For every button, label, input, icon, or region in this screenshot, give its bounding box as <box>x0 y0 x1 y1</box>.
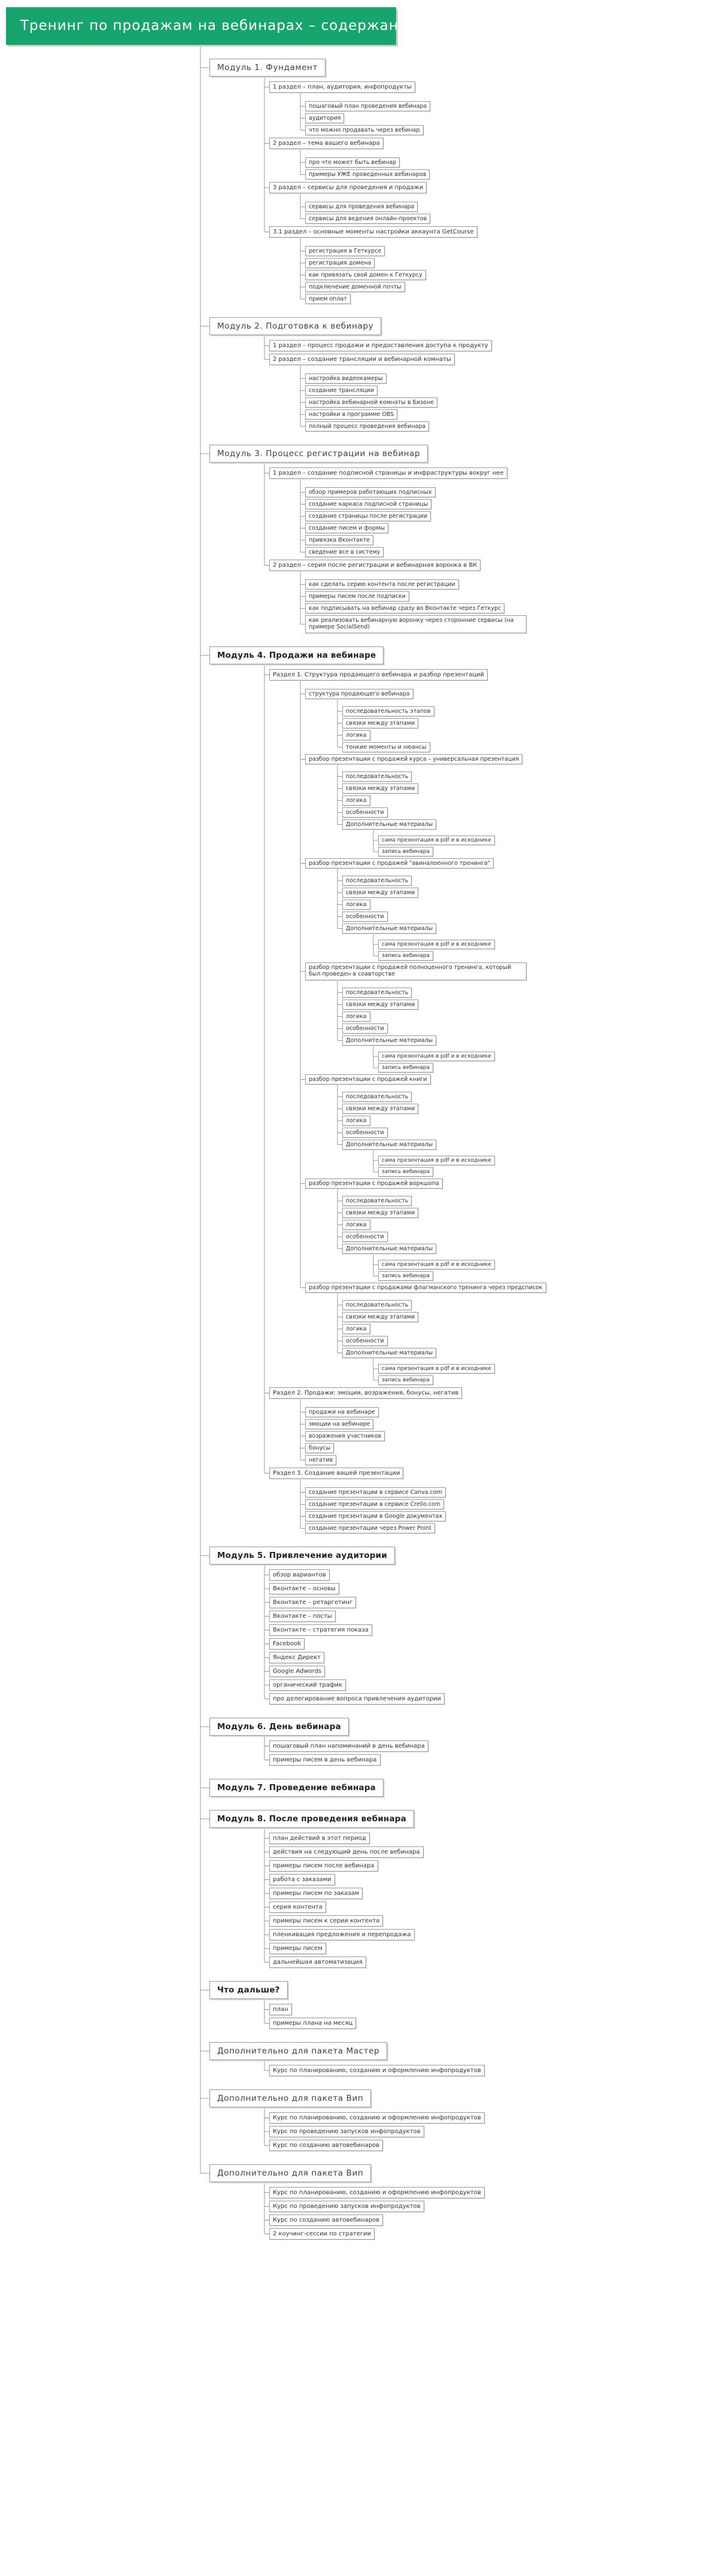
topic-node-l3[interactable]: как сделать серию контента после регистрации <box>305 579 459 590</box>
module-node[interactable]: Дополнительно для пакета Вип <box>209 2089 371 2107</box>
topic-node-l3[interactable]: сервисы для проведения вебинара <box>305 202 418 212</box>
topic-node-l2[interactable]: Курс по созданию автовебинаров <box>269 2140 383 2151</box>
module-node[interactable]: Что дальше? <box>209 1981 288 1999</box>
topic-node-l4[interactable]: логика <box>342 1220 370 1230</box>
topic-node-l3[interactable]: пошаговый план проведения вебинара <box>305 101 430 111</box>
topic-node-l3[interactable]: сведение все в систему <box>305 547 384 557</box>
module-node[interactable]: Дополнительно для пакета Мастер <box>209 2042 387 2060</box>
topic-node-l4[interactable]: последовательность <box>342 1196 412 1206</box>
topic-node-l5[interactable]: запись вебинара <box>378 1063 433 1073</box>
topic-node-l2[interactable]: Вконтакте – стратегия показа <box>269 1624 372 1636</box>
topic-node-l3[interactable]: как подписывать на вебинар сразу во Вконтакте через Геткурс <box>305 603 504 613</box>
module-node[interactable]: Модуль 1. Фундамент <box>209 59 325 77</box>
topic-node-l3[interactable]: прием оплат <box>305 294 351 304</box>
topic-node-l4[interactable]: последовательность <box>342 1300 412 1310</box>
topic-node-l4[interactable]: последовательность <box>342 1092 412 1102</box>
topic-node-l2[interactable]: органический трафик <box>269 1679 346 1691</box>
topic-node-l5[interactable]: запись вебинара <box>378 847 433 856</box>
topic-node-l3[interactable]: разбор презентации с продажей воркшопа <box>305 1178 443 1189</box>
topic-node-l5[interactable]: запись вебинара <box>378 1271 433 1281</box>
module-node[interactable]: Модуль 3. Процесс регистрации на вебинар <box>209 445 428 463</box>
topic-node-l2[interactable]: 2 коучинг-сессии по стратегии <box>269 2228 375 2240</box>
topic-node-l2[interactable]: Вконтакте – посты <box>269 1611 336 1622</box>
topic-node-l4[interactable]: особенности <box>342 1023 388 1034</box>
topic-node-l3[interactable]: настройка вебинарной комнаты в Бизоне <box>305 397 437 408</box>
topic-node-l3[interactable]: что можно продавать через вебинар <box>305 125 424 135</box>
topic-node-l2[interactable]: дальнейшая автоматизация <box>269 1957 366 1968</box>
topic-node-l3[interactable]: создание презентации в Google документах <box>305 1511 446 1521</box>
topic-node-l2[interactable]: примеры писем к серии контента <box>269 1915 383 1927</box>
topic-node-l2[interactable]: Вконтакте – ретаргетинг <box>269 1597 356 1608</box>
topic-node-l4[interactable]: связки между этапами <box>342 718 418 728</box>
topic-node-l3[interactable]: настройки в программе OBS <box>305 409 397 420</box>
topic-node-l3[interactable]: полный процесс проведения вебинара <box>305 421 429 432</box>
topic-node-l3[interactable]: возражения участников <box>305 1431 385 1441</box>
topic-node-l2[interactable]: примеры писем по заказам <box>269 1888 363 1899</box>
topic-node-l5[interactable]: запись вебинара <box>378 1167 433 1177</box>
topic-node-l3[interactable]: создание писем и формы <box>305 523 388 533</box>
topic-node-l2[interactable]: 1 раздел – план, аудитория, инфопродукты <box>269 81 415 93</box>
topic-node-l2[interactable]: Раздел 1. Структура продающего вебинара и разбор презентаций <box>269 669 488 681</box>
topic-node-l4[interactable]: тонкие моменты и нюансы <box>342 742 430 752</box>
topic-node-l2[interactable]: 3.1 раздел – основные моменты настройки аккаунта GetCourse <box>269 226 477 238</box>
topic-node-l3[interactable]: структура продающего вебинара <box>305 689 413 699</box>
topic-node-l4[interactable]: последовательность <box>342 771 412 782</box>
topic-node-l3[interactable]: разбор презентации с продажей книги <box>305 1074 431 1085</box>
topic-node-l2[interactable]: 1 раздел – создание подписной страницы и инфраструктуры вокруг нее <box>269 467 507 479</box>
topic-node-l3[interactable]: создание презентации через Power Point <box>305 1523 435 1533</box>
module-node[interactable]: Модуль 4. Продажи на вебинаре <box>209 646 384 664</box>
topic-node-l2[interactable]: 2 раздел – тема вашего вебинара <box>269 138 384 149</box>
topic-node-l2[interactable]: примеры плана на месяц <box>269 2018 356 2029</box>
module-node[interactable]: Дополнительно для пакета Вип <box>209 2164 371 2182</box>
topic-node-l5[interactable]: сама презентация в pdf и в исходнике <box>378 1364 495 1374</box>
topic-node-l4[interactable]: особенности <box>342 1128 388 1138</box>
topic-node-l2[interactable]: серия контента <box>269 1901 326 1913</box>
topic-node-l2[interactable]: Facebook <box>269 1638 305 1650</box>
topic-node-l4[interactable]: особенности <box>342 1336 388 1346</box>
topic-node-l3[interactable]: создание презентации в сервисе Canva.com <box>305 1487 446 1497</box>
topic-node-l4[interactable]: Дополнительные материалы <box>342 1348 436 1358</box>
topic-node-l5[interactable]: сама презентация в pdf и в исходнике <box>378 940 495 949</box>
topic-node-l4[interactable]: Дополнительные материалы <box>342 1140 436 1150</box>
topic-node-l3[interactable]: про что может быть вебинар <box>305 157 400 168</box>
topic-node-l5[interactable]: сама презентация в pdf и в исходнике <box>378 1052 495 1061</box>
topic-node-l5[interactable]: сама презентация в pdf и в исходнике <box>378 1260 495 1269</box>
module-node[interactable]: Модуль 2. Подготовка к вебинару <box>209 317 381 335</box>
topic-node-l5[interactable]: запись вебинара <box>378 1375 433 1385</box>
topic-node-l4[interactable]: Дополнительные материалы <box>342 819 436 830</box>
topic-node-l3[interactable]: аудитория <box>305 113 344 123</box>
topic-node-l3[interactable]: создание презентации в сервисе Crello.com <box>305 1499 444 1509</box>
topic-node-l2[interactable]: Курс по планированию, созданию и оформлению инфопродуктов <box>269 2187 485 2198</box>
topic-node-l3[interactable]: подключение доменной почты <box>305 282 405 292</box>
topic-node-l3[interactable]: бонусы <box>305 1443 334 1453</box>
topic-node-l4[interactable]: связки между этапами <box>342 888 418 898</box>
topic-node-l2[interactable]: 3 раздел – сервисы для проведения и продажи <box>269 182 427 193</box>
topic-node-l4[interactable]: особенности <box>342 807 388 818</box>
module-node[interactable]: Модуль 7. Проведение вебинара <box>209 1779 384 1797</box>
topic-node-l3[interactable]: продажи на вебинаре <box>305 1407 379 1417</box>
topic-node-l2[interactable]: Раздел 2. Продажи: эмоции, возражения, бонусы, негатив <box>269 1387 462 1399</box>
topic-node-l3[interactable]: эмоции на вебинаре <box>305 1419 373 1429</box>
topic-node-l5[interactable]: запись вебинара <box>378 951 433 961</box>
topic-node-l2[interactable]: пошаговый план напоминаний в день вебинара <box>269 1740 428 1752</box>
topic-node-l3[interactable]: привязка Вконтакте <box>305 535 373 545</box>
topic-node-l2[interactable]: обзор вариантов <box>269 1569 330 1581</box>
topic-node-l2[interactable]: примеры писем <box>269 1943 326 1954</box>
topic-node-l3[interactable]: негатив <box>305 1455 336 1465</box>
topic-node-l4[interactable]: последовательность этапов <box>342 706 434 716</box>
topic-node-l2[interactable]: план действий в этот период <box>269 1833 370 1844</box>
topic-node-l2[interactable]: Google Adwords <box>269 1666 325 1677</box>
topic-node-l3[interactable]: как реализовать вебинарную воронку через сторонние сервисы (на примере SocialSend) <box>305 615 527 633</box>
topic-node-l2[interactable]: Курс по планированию, созданию и оформлению инфопродуктов <box>269 2065 485 2076</box>
topic-node-l2[interactable]: Раздел 3. Создание вашей презентации <box>269 1468 403 1479</box>
topic-node-l4[interactable]: последовательность <box>342 988 412 998</box>
topic-node-l2[interactable]: Курс по проведению запусков инфопродуктов <box>269 2126 424 2137</box>
topic-node-l4[interactable]: логика <box>342 1011 370 1022</box>
topic-node-l3[interactable]: примеры писем после подписки <box>305 591 409 602</box>
topic-node-l2[interactable]: Вконтакте – основы <box>269 1583 339 1594</box>
topic-node-l5[interactable]: сама презентация в pdf и в исходнике <box>378 836 495 845</box>
module-node[interactable]: Модуль 6. День вебинара <box>209 1718 349 1736</box>
topic-node-l4[interactable]: Дополнительные материалы <box>342 1244 436 1254</box>
topic-node-l3[interactable]: сервисы для ведения онлайн-проектов <box>305 214 430 224</box>
topic-node-l3[interactable]: примеры УЖЕ проведенных вебинаров <box>305 169 430 180</box>
topic-node-l3[interactable]: регистрация в Геткурсе <box>305 246 385 256</box>
topic-node-l4[interactable]: связки между этапами <box>342 1208 418 1218</box>
topic-node-l3[interactable]: разбор презентации с продажей "авиналоенного тренинга" <box>305 858 494 868</box>
topic-node-l2[interactable]: Курс по проведению запусков инфопродуктов <box>269 2201 424 2212</box>
topic-node-l4[interactable]: связки между этапами <box>342 1000 418 1010</box>
topic-node-l4[interactable]: особенности <box>342 1232 388 1242</box>
module-node[interactable]: Модуль 5. Привлечение аудитории <box>209 1547 395 1565</box>
topic-node-l3[interactable]: создание страницы после регистрации <box>305 511 431 521</box>
topic-node-l3[interactable]: обзор примеров работающих подписных <box>305 487 436 497</box>
topic-node-l4[interactable]: связки между этапами <box>342 1104 418 1114</box>
topic-node-l3[interactable]: создание трансляции <box>305 385 378 396</box>
topic-node-l4[interactable]: логика <box>342 730 370 740</box>
topic-node-l4[interactable]: Дополнительные материалы <box>342 1035 436 1046</box>
topic-node-l4[interactable]: связки между этапами <box>342 783 418 794</box>
topic-node-l2[interactable]: действия на следующий день после вебинара <box>269 1846 424 1858</box>
topic-node-l3[interactable]: регистрация домена <box>305 258 375 268</box>
topic-node-l4[interactable]: логика <box>342 795 370 806</box>
topic-node-l4[interactable]: Дополнительные материалы <box>342 924 436 934</box>
topic-node-l3[interactable]: разбор презентации с продажами флагманского тренинга через предсписок <box>305 1283 546 1293</box>
topic-node-l3[interactable]: как привязать свой домен к Геткурсу <box>305 270 426 280</box>
topic-node-l2[interactable]: про делегирование вопроса привлечения аудитории <box>269 1693 445 1705</box>
topic-node-l4[interactable]: логика <box>342 900 370 910</box>
topic-node-l2[interactable]: Яндекс Директ <box>269 1652 324 1663</box>
topic-node-l4[interactable]: связки между этапами <box>342 1312 418 1322</box>
topic-node-l3[interactable]: разбор презентации с продажей курса – универсальная презентация <box>305 754 522 764</box>
topic-node-l2[interactable]: Курс по планированию, созданию и оформлению инфопродуктов <box>269 2112 485 2124</box>
topic-node-l2[interactable]: 1 раздел – процесс продажи и предоставления доступа к продукту <box>269 340 492 351</box>
topic-node-l5[interactable]: сама презентация в pdf и в исходнике <box>378 1156 495 1165</box>
topic-node-l2[interactable]: 2 раздел – серия после регистрации и вебинарная воронка в ВК <box>269 560 480 571</box>
topic-node-l3[interactable]: разбор презентации с продажей полноценного тренинга, который был проведен в соавторстве <box>305 962 527 980</box>
topic-node-l2[interactable]: примеры писем в день вебинара <box>269 1754 381 1766</box>
topic-node-l4[interactable]: последовательность <box>342 876 412 886</box>
topic-node-l2[interactable]: Курс по созданию автовебинаров <box>269 2214 383 2226</box>
root-title[interactable]: Тренинг по продажам на вебинарах – содержание <box>6 7 396 45</box>
topic-node-l4[interactable]: логика <box>342 1116 370 1126</box>
topic-node-l3[interactable]: настройка видеокамеры <box>305 373 387 384</box>
topic-node-l2[interactable]: работа с заказами <box>269 1874 335 1885</box>
topic-node-l3[interactable]: создание каркаса подписной страницы <box>305 499 431 509</box>
topic-node-l4[interactable]: особенности <box>342 912 388 922</box>
topic-node-l2[interactable]: пленкивация предложения и перепродажа <box>269 1929 415 1940</box>
topic-node-l2[interactable]: 2 раздел – создание трансляции и вебинарной комнаты <box>269 354 455 365</box>
module-node[interactable]: Модуль 8. После проведения вебинара <box>209 1810 414 1828</box>
topic-node-l2[interactable]: план <box>269 2004 292 2015</box>
topic-node-l2[interactable]: примеры писем после вебинара <box>269 1860 378 1872</box>
topic-node-l4[interactable]: логика <box>342 1324 370 1334</box>
